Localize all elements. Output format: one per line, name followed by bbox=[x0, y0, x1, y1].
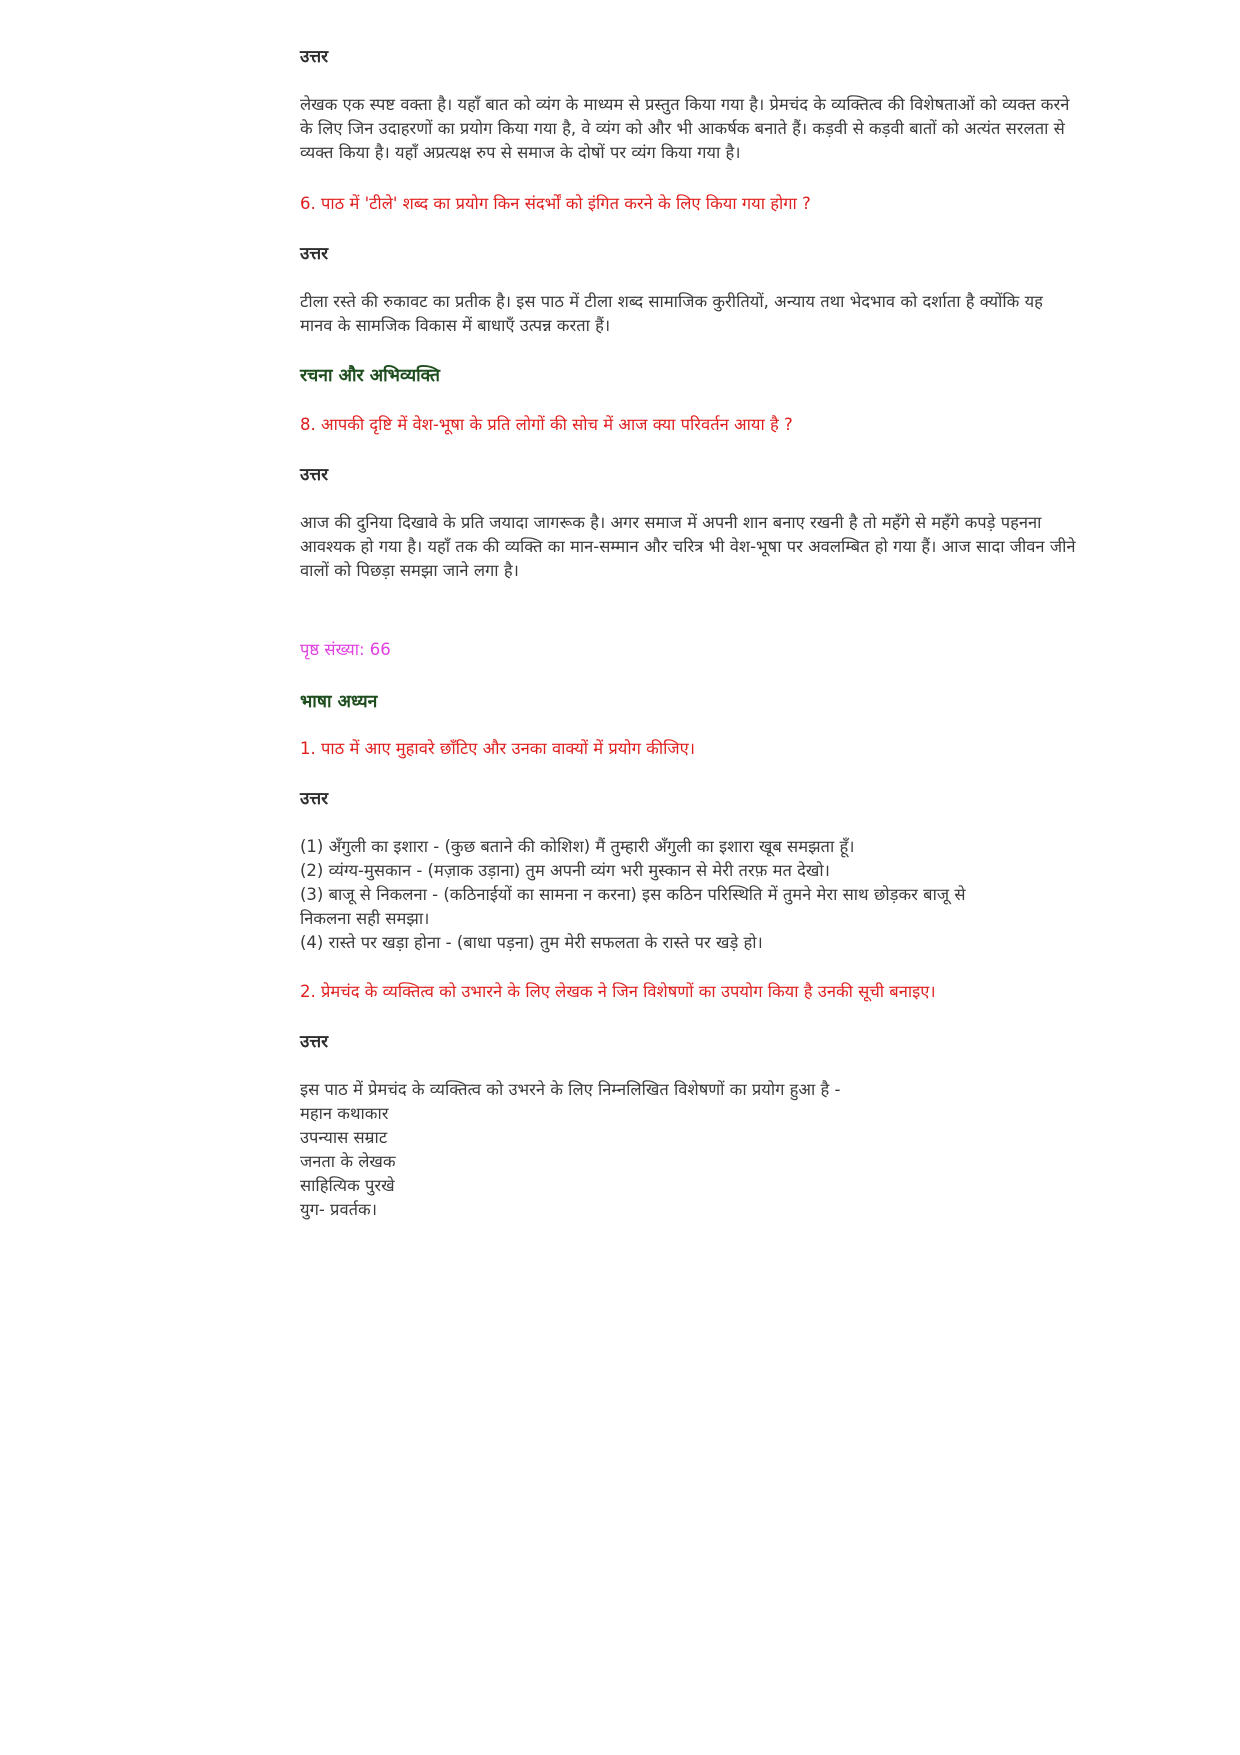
answer-list-idioms bbox=[300, 835, 1080, 955]
answer-label-1b: उत्तर bbox=[300, 789, 329, 809]
list-item: युग- प्रवर्तक। bbox=[300, 1200, 377, 1219]
answer-label-6: उत्तर bbox=[300, 244, 329, 264]
answer-label-1: उत्तर bbox=[300, 47, 329, 67]
list-item: उपन्यास सम्राट bbox=[300, 1128, 388, 1147]
question-8: 8. आपकी दृष्टि में वेश-भूषा के प्रति लोगों की सोच में आज क्या परिवर्तन आया है ? bbox=[300, 415, 793, 434]
question-6: 6. पाठ में 'टीले' शब्द का प्रयोग किन संदर्भों को इंगित करने के लिए किया गया होगा ? bbox=[300, 194, 811, 213]
answer-paragraph-6: टीला रस्ते की रुकावट का प्रतीक है। इस पाठ में टीला शब्द सामाजिक कुरीतियों, अन्याय तथा भेदभाव को दर्शाता है क्योंकि यह मानव के सामजिक विकास में बाधाएँ उत्पन्न करता हैं। bbox=[300, 292, 1043, 335]
section-heading-rachna: रचना और अभिव्यक्ति bbox=[300, 366, 440, 386]
section-heading-bhasha: भाषा अध्यन bbox=[300, 692, 378, 712]
list-item: (3) बाजू से निकलना - (कठिनाईयों का सामना न करना) इस कठिन परिस्थिति में तुमने मेरा साथ छोड़कर बाजू से bbox=[300, 885, 966, 904]
list-item: निकलना सही समझा। bbox=[300, 909, 430, 928]
question-1: 1. पाठ में आए मुहावरे छाँटिए और उनका वाक्यों में प्रयोग कीजिए। bbox=[300, 739, 696, 758]
list-item: (4) रास्ते पर खड़ा होना - (बाधा पड़ना) तुम मेरी सफलता के रास्ते पर खड़े हो। bbox=[300, 933, 763, 952]
page-number: पृष्ठ संख्या: 66 bbox=[300, 640, 391, 659]
answer-paragraph-8: आज की दुनिया दिखावे के प्रति जयादा जागरूक है। अगर समाज में अपनी शान बनाए रखनी है तो महँगे से महँगे कपड़े पहनना आवश्यक हो गया है। यहाँ तक की व्यक्ति का मान-सम्मान और चरित्र भी वेश-भूषा पर अवलम्बित हो गया हैं। आज सादा जीवन जीने वालों को पिछड़ा समझा जाने लगा है। bbox=[300, 513, 1076, 580]
answer-label-8: उत्तर bbox=[300, 465, 329, 485]
list-item: साहित्यिक पुरखे bbox=[300, 1176, 395, 1195]
answer-paragraph-prev: लेखक एक स्पष्ट वक्ता है। यहाँ बात को व्यंग के माध्यम से प्रस्तुत किया गया है। प्रेमचंद के व्यक्तित्व की विशेषताओं को व्यक्त करने के लिए जिन उदाहरणों का प्रयोग किया गया है, वे व्यंग को और भी आकर्षक बनाते हैं। कड़वी से कड़वी बातों को अत्यंत सरलता से व्यक्त किया है। यहाँ अप्रत्यक्ष रुप से समाज के दोषों पर व्यंग किया गया है। bbox=[300, 95, 1070, 162]
question-2: 2. प्रेमचंद के व्यक्तित्व को उभारने के लिए लेखक ने जिन विशेषणों का उपयोग किया है उनकी सूची बनाइए। bbox=[300, 982, 936, 1001]
list-item: (2) व्यंग्य-मुसकान - (मज़ाक उड़ाना) तुम अपनी व्यंग भरी मुस्कान से मेरी तरफ़ मत देखो। bbox=[300, 861, 830, 880]
answer-label-2: उत्तर bbox=[300, 1032, 329, 1052]
answer-list-adjectives bbox=[300, 1078, 1080, 1222]
list-item: इस पाठ में प्रेमचंद के व्यक्तित्व को उभरने के लिए निम्नलिखित विशेषणों का प्रयोग हुआ है - bbox=[300, 1080, 841, 1099]
list-item: महान कथाकार bbox=[300, 1104, 389, 1123]
list-item: (1) अँगुली का इशारा - (कुछ बताने की कोशिश) मैं तुम्हारी अँगुली का इशारा खूब समझता हूँ। bbox=[300, 837, 855, 856]
list-item: जनता के लेखक bbox=[300, 1152, 396, 1171]
